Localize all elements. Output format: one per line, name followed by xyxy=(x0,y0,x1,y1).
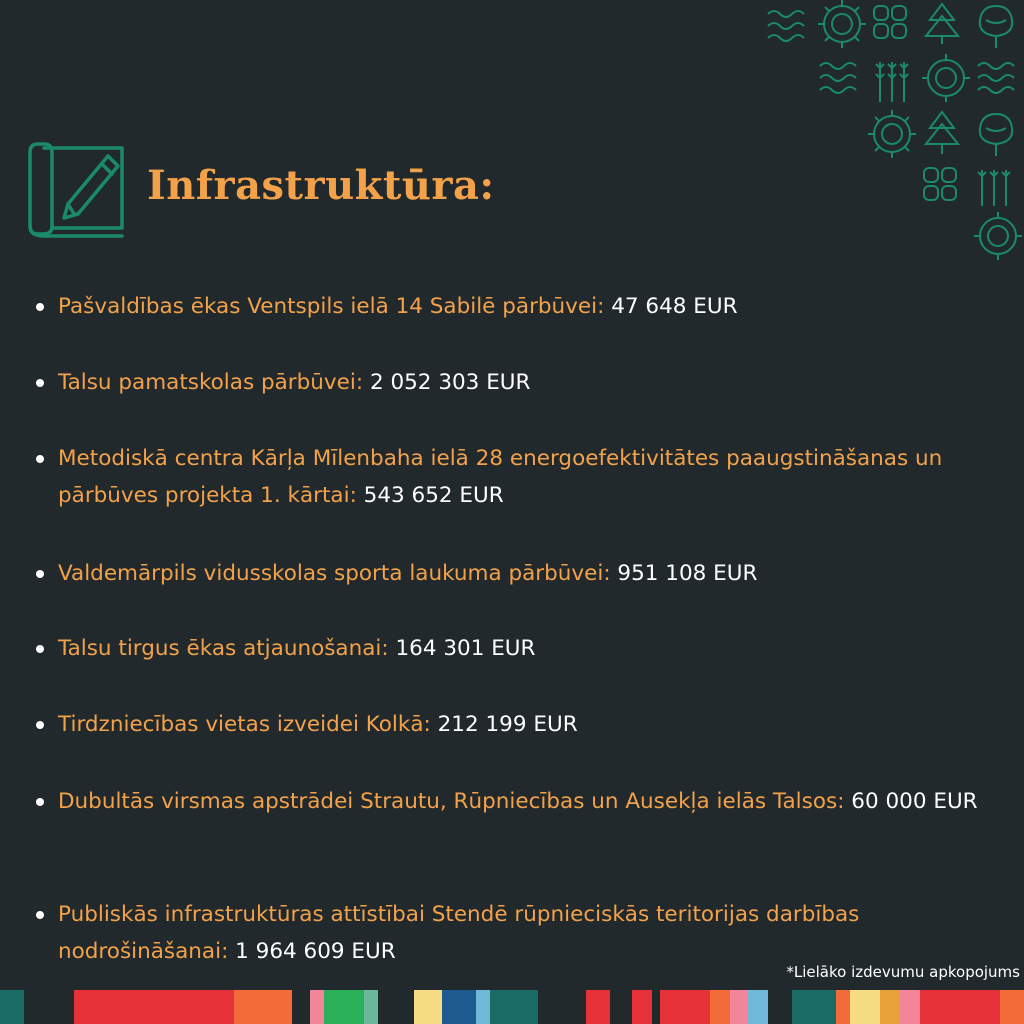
page-title: Infrastruktūra: xyxy=(147,162,495,209)
blueprint-pencil-icon xyxy=(22,138,126,242)
sun-ornament-icon xyxy=(868,110,916,158)
stripe-segment xyxy=(660,990,710,1024)
stripe-segment xyxy=(850,990,880,1024)
item-label: Talsu tirgus ēkas atjaunošanai: xyxy=(58,636,389,661)
item-value: 60 000 EUR xyxy=(851,789,978,814)
bullet-icon xyxy=(36,379,44,387)
wave-ornament-icon xyxy=(820,63,856,93)
oak-ornament-icon xyxy=(980,114,1012,156)
list-item xyxy=(36,630,1011,667)
stripe-segment xyxy=(730,990,748,1024)
bullet-icon xyxy=(36,645,44,653)
item-label: Metodiskā centra Kārļa Mīlenbaha ielā 28 energoefektivitātes paaugstināšanas un pārbūves projekta 1. kārtai: xyxy=(58,446,943,508)
stripe-segment xyxy=(310,990,324,1024)
knot-ornament-icon xyxy=(874,6,906,38)
tree-ornament-icon xyxy=(926,112,958,154)
stripe-segment xyxy=(586,990,610,1024)
item-value: 951 108 EUR xyxy=(617,561,758,586)
sun-ornament-icon xyxy=(922,54,970,102)
wave-ornament-icon xyxy=(978,63,1014,93)
sun-ornament-icon xyxy=(818,0,866,48)
stripe-segment xyxy=(748,990,768,1024)
list-item xyxy=(36,440,1011,514)
item-label: Pašvaldības ēkas Ventspils ielā 14 Sabilē pārbūvei: xyxy=(58,294,605,319)
list-item xyxy=(36,896,1011,970)
oak-ornament-icon xyxy=(980,6,1012,48)
list-item xyxy=(36,364,1011,401)
item-value: 47 648 EUR xyxy=(611,294,738,319)
item-value: 1 964 609 EUR xyxy=(235,939,396,964)
bullet-icon xyxy=(36,303,44,311)
stripe-segment xyxy=(632,990,652,1024)
stripe-segment xyxy=(920,990,1000,1024)
list-item xyxy=(36,706,1011,743)
bullet-icon xyxy=(36,911,44,919)
stripe-segment xyxy=(900,990,920,1024)
item-label: Dubultās virsmas apstrādei Strautu, Rūpniecības un Ausekļa ielās Talsos: xyxy=(58,789,845,814)
knot-ornament-icon xyxy=(924,168,956,200)
stripe-segment xyxy=(476,990,490,1024)
stripe-segment xyxy=(234,990,292,1024)
list-item xyxy=(36,555,1011,592)
stripe-segment xyxy=(324,990,364,1024)
stripe-segment xyxy=(414,990,442,1024)
item-label: Publiskās infrastruktūras attīstībai Stendē rūpnieciskās teritorijas darbības nodrošināšanai: xyxy=(58,902,860,964)
sun-ornament-icon xyxy=(974,212,1022,260)
stripe-segment xyxy=(0,990,24,1024)
item-value: 212 199 EUR xyxy=(437,712,578,737)
item-label: Valdemārpils vidusskolas sporta laukuma pārbūvei: xyxy=(58,561,611,586)
item-label: Talsu pamatskolas pārbūvei: xyxy=(58,370,364,395)
stripe-segment xyxy=(880,990,900,1024)
wheat-ornament-icon xyxy=(876,62,908,102)
item-label: Tirdzniecības vietas izveidei Kolkā: xyxy=(58,712,431,737)
item-value: 164 301 EUR xyxy=(395,636,536,661)
folk-ornament-pattern xyxy=(764,0,1024,262)
list-item xyxy=(36,783,1011,820)
stripe-segment xyxy=(442,990,476,1024)
item-value: 543 652 EUR xyxy=(363,483,504,508)
stripe-segment xyxy=(836,990,850,1024)
wave-ornament-icon xyxy=(768,11,804,41)
bullet-icon xyxy=(36,721,44,729)
stripe-segment xyxy=(792,990,836,1024)
stripe-segment xyxy=(364,990,378,1024)
stripe-segment xyxy=(490,990,538,1024)
bullet-icon xyxy=(36,798,44,806)
wheat-ornament-icon xyxy=(978,170,1010,206)
footnote: *Lielāko izdevumu apkopojums xyxy=(786,963,1020,981)
bullet-icon xyxy=(36,570,44,578)
stripe-segment xyxy=(74,990,234,1024)
tree-ornament-icon xyxy=(926,4,958,44)
stripe-segment xyxy=(1000,990,1024,1024)
item-value: 2 052 303 EUR xyxy=(369,370,531,395)
stripe-segment xyxy=(710,990,730,1024)
list-item xyxy=(36,288,1011,325)
bullet-icon xyxy=(36,455,44,463)
